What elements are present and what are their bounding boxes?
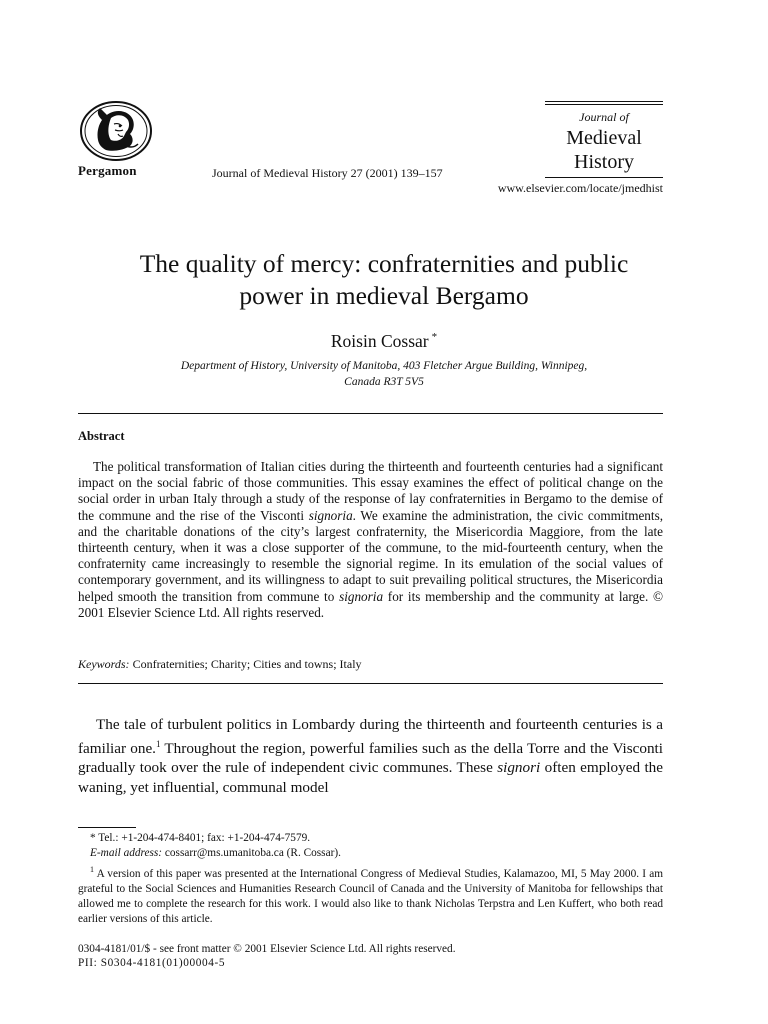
footnote-rule [78,827,136,828]
keywords-label: Keywords: [78,657,130,671]
journal-citation: Journal of Medieval History 27 (2001) 139–157 [212,166,443,180]
footnote-ref-1[interactable]: 1 [155,738,161,749]
footnote-email: E-mail address: cossarr@ms.umanitoba.ca (R. Cossar). [90,847,341,860]
front-matter-line: 0304-4181/01/$ - see front matter © 2001 Elsevier Science Ltd. All rights reserved. [78,943,456,955]
title-line2: power in medieval Bergamo [239,281,529,310]
keywords [78,657,362,672]
author-line [0,331,768,352]
journal-name-line1: Medieval [566,127,642,149]
author-name: Roisin Cossar [330,331,429,351]
affiliation-line2: Canada R3T 5V5 [344,376,424,388]
author-footnote-mark: * [431,331,438,343]
abstract-text: The political transformation of Italian cities during the thirteenth and fourteenth centuries had a significant impact on the social fabric of those communities. This essay examines the effect of political change on the social order in urban Italy through a study of the response of lay confraternities in Bergamo to the demise of the commune and the rise of the Visconti signoria. We examine the administration, the civic commitments, and the charitable donations of the city’s largest confraternity, the Misericordia Maggiore, from the late thirteenth century, when it was a close supporter of the commune, to the mid-fourteenth century, when the confraternity came increasingly to resemble the signorial regime. In its emulation of the social values of contemporary government, and its willingness to adapt to suit prevailing political structures, the Misericordia helped smooth the transition from commune to signoria for its membership and the community at large. © 2001 Elsevier Science Ltd. All rights reserved. [78,459,664,620]
abstract-heading: Abstract [78,429,125,443]
footnote-contact: * Tel.: +1-204-474-8401; fax: +1-204-474-7579. [90,832,311,844]
abstract-top-rule [78,413,663,414]
pii-line: PII: S0304-4181(01)00004-5 [78,957,226,969]
masthead-double-rule [545,101,663,105]
footnote-1: $^1$ A version of this paper was presented at the International Congress of Medieval Studies, Kalamazoo, MI, 5 May 2000. I am grateful to the Social Sciences and Humanities Research Council of Canada and the University of Manitoba for fellowships that allowed me to complete the research for this work. I would also like to thank Nicholas Terpstra and Len Kuffert, who both read earlier versions of this article. [78,864,663,926]
journal-masthead [545,101,663,178]
journal-url[interactable]: www.elsevier.com/locate/jmedhist [497,181,663,195]
journal-name-line2: History [574,151,634,173]
masthead-rule [545,177,663,178]
abstract-bottom-rule [78,683,663,684]
journal-label: Journal of [579,110,629,124]
affiliation-line1: Department of History, University of Manitoba, 403 Fletcher Argue Building, Winnipeg, [180,360,588,372]
footnotes [78,831,663,928]
journal-name [545,126,663,174]
body-paragraph: The tale of turbulent politics in Lombardy during the thirteenth and fourteenth centuries is a familiar one.$^1$ Throughout the region, powerful families such as the della Torre and the Visconti gradually took over the rule of independent civic communes. These signori often employed the waning, yet influential, communal model [78,716,663,796]
article-title [60,248,708,312]
title-line1: The quality of mercy: confraternities and public [139,249,629,278]
keywords-list: Confraternities; Charity; Cities and towns; Italy [129,657,362,671]
affiliation [90,358,678,390]
publisher-name: Pergamon [78,163,137,178]
pergamon-logo [78,100,154,162]
